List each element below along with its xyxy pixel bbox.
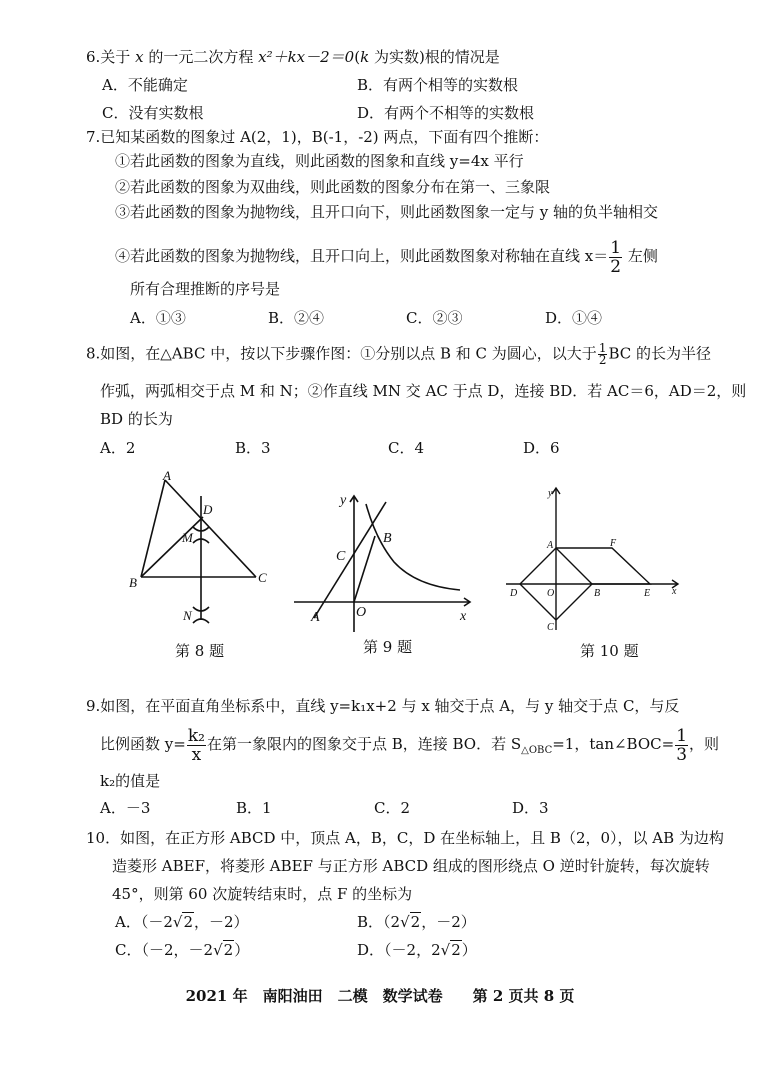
label-b: B xyxy=(594,588,601,599)
q7-question: 所有合理推断的序号是 xyxy=(130,280,281,298)
label-a: A xyxy=(163,470,171,483)
q9-option-d: D．3 xyxy=(512,799,549,817)
q8-option-c: C．4 xyxy=(388,439,425,457)
label-m: M xyxy=(182,530,193,545)
q7-premise-3: ③若此函数的图象为抛物线，且开口向下，则此函数图象一定与 y 轴的负半轴相交 xyxy=(115,203,659,221)
rhombus-abef xyxy=(556,548,650,584)
q7-option-a: A．①③ xyxy=(130,309,186,327)
q9-option-b: B．1 xyxy=(236,799,272,817)
segment-ob xyxy=(354,536,375,602)
q6-option-a: A．不能确定 xyxy=(102,76,188,94)
q7-premise-1: ①若此函数的图象为直线，则此函数的图象和直线 y=4x 平行 xyxy=(115,152,524,170)
q10-option-b: B．（2√2，－2） xyxy=(357,913,476,931)
q10-line-3: 45°，则第 60 次旋转结束时，点 F 的坐标为 xyxy=(112,885,413,903)
label-a: A xyxy=(311,610,320,625)
q8-line-3: BD 的长为 xyxy=(100,410,173,428)
q8-option-a: A．2 xyxy=(100,439,136,457)
label-c: C xyxy=(258,570,267,585)
label-f: F xyxy=(610,538,617,549)
q8-line-2: 作弧，两弧相交于点 M 和 N；②作直线 MN 交 AC 于点 D，连接 BD．若 AC＝6，AD＝2，则 xyxy=(100,382,747,400)
hyperbola xyxy=(366,504,460,590)
label-n: N xyxy=(183,608,192,623)
q8-option-d: D．6 xyxy=(523,439,560,457)
q6-option-d: D．有两个不相等的实数根 xyxy=(357,104,535,122)
q9-line-3: k₂的值是 xyxy=(100,772,161,790)
segment-ac xyxy=(165,480,256,577)
segment-bd xyxy=(141,517,203,577)
line-ab xyxy=(314,502,386,618)
label-y: y xyxy=(548,488,553,499)
figure-9-graph xyxy=(290,490,480,635)
q7-fraction: $\frac{1}{2}$ xyxy=(610,237,622,277)
label-y: y xyxy=(340,493,347,508)
figure-8-triangle xyxy=(125,470,280,630)
label-e: E xyxy=(644,588,651,599)
label-d: D xyxy=(510,588,518,599)
q10-line-2: 造菱形 ABEF，将菱形 ABEF 与正方形 ABCD 组成的图形绕点 O 逆时针旋转，每次旋转 xyxy=(112,857,710,875)
sqrt-symbol: √2 xyxy=(400,913,421,931)
q9-option-a: A．－3 xyxy=(100,799,151,817)
label-a: A xyxy=(547,540,554,551)
label-b: B xyxy=(383,531,392,546)
label-o: O xyxy=(547,588,555,599)
q6-stem: 6.关于 x 的一元二次方程 x²＋kx－2＝0(k 为实数)根的情况是 xyxy=(86,48,500,66)
q7-option-b: B．②④ xyxy=(268,309,325,327)
q7-premise-4: ④若此函数的图象为抛物线，且开口向上，则此函数图象对称轴在直线 x＝ $\frac{1}{2}$ 左侧 xyxy=(115,237,658,277)
sqrt-symbol: √2 xyxy=(213,941,234,959)
q10-line-1: 10．如图，在正方形 ABCD 中，顶点 A，B，C，D 在坐标轴上，且 B（2，0），以 AB 为边构 xyxy=(86,829,724,847)
figure-9-caption: 第 9 题 xyxy=(363,638,413,656)
q10-option-d: D．（－2，2√2） xyxy=(357,941,477,959)
label-x: x xyxy=(460,609,467,624)
q7-option-d: D．①④ xyxy=(545,309,603,327)
q9-line-2: 比例函数 y= $\frac{\text{k₂}}{x}$ 在第一象限内的图象交于点 B，连接 BO．若 $S_{\triangle OBC}=1$，tan∠BOC= $\frac{1}{3}$ ，则 xyxy=(100,725,720,765)
label-c: C xyxy=(547,622,554,633)
sqrt-symbol: √2 xyxy=(172,913,193,931)
figure-10-caption: 第 10 题 xyxy=(580,642,639,660)
q6-option-b: B．有两个相等的实数根 xyxy=(357,76,519,94)
q10-option-c: C．（－2，－2√2） xyxy=(115,941,250,959)
page-footer: 2021 年 南阳油田 二模 数学试卷 第 2 页共 8 页 xyxy=(185,987,575,1005)
q8-fraction: $\frac{1}{2}$ xyxy=(598,341,607,367)
q8-line-1: 8.如图，在△ABC 中，按以下步骤作图：①分别以点 B 和 C 为圆心，以大于 $\frac{1}{2}$ BC 的长为半径 xyxy=(86,341,712,367)
figure-8-caption: 第 8 题 xyxy=(175,642,225,660)
sqrt-symbol: √2 xyxy=(440,941,461,959)
segment-ab xyxy=(141,480,165,577)
q10-option-a: A．（－2√2，－2） xyxy=(115,913,249,931)
q7-option-c: C．②③ xyxy=(406,309,463,327)
q9-line-1: 9.如图，在平面直角坐标系中，直线 y=k₁x+2 与 x 轴交于点 A，与 y 轴交于点 C，与反 xyxy=(86,697,680,715)
q6-option-c: C．没有实数根 xyxy=(102,104,204,122)
label-x: x xyxy=(672,586,677,597)
label-o: O xyxy=(356,605,367,620)
label-c: C xyxy=(336,549,346,564)
arc-n-bottom xyxy=(193,619,209,623)
q7-premise-2: ②若此函数的图象为双曲线，则此函数的图象分布在第一、三象限 xyxy=(115,178,551,196)
figure-10-graph xyxy=(500,480,690,635)
q8-option-b: B．3 xyxy=(235,439,271,457)
q9-fraction-k2-x: $\frac{\text{k₂}}{x}$ xyxy=(187,725,205,765)
label-d: D xyxy=(203,502,213,517)
q9-fraction-tan: $\frac{1}{3}$ xyxy=(676,725,688,765)
label-b: B xyxy=(129,575,137,590)
q9-option-c: C．2 xyxy=(374,799,411,817)
q7-stem: 7.已知某函数的图象过 A(2，1)，B(-1，-2) 两点，下面有四个推断： xyxy=(86,128,549,146)
